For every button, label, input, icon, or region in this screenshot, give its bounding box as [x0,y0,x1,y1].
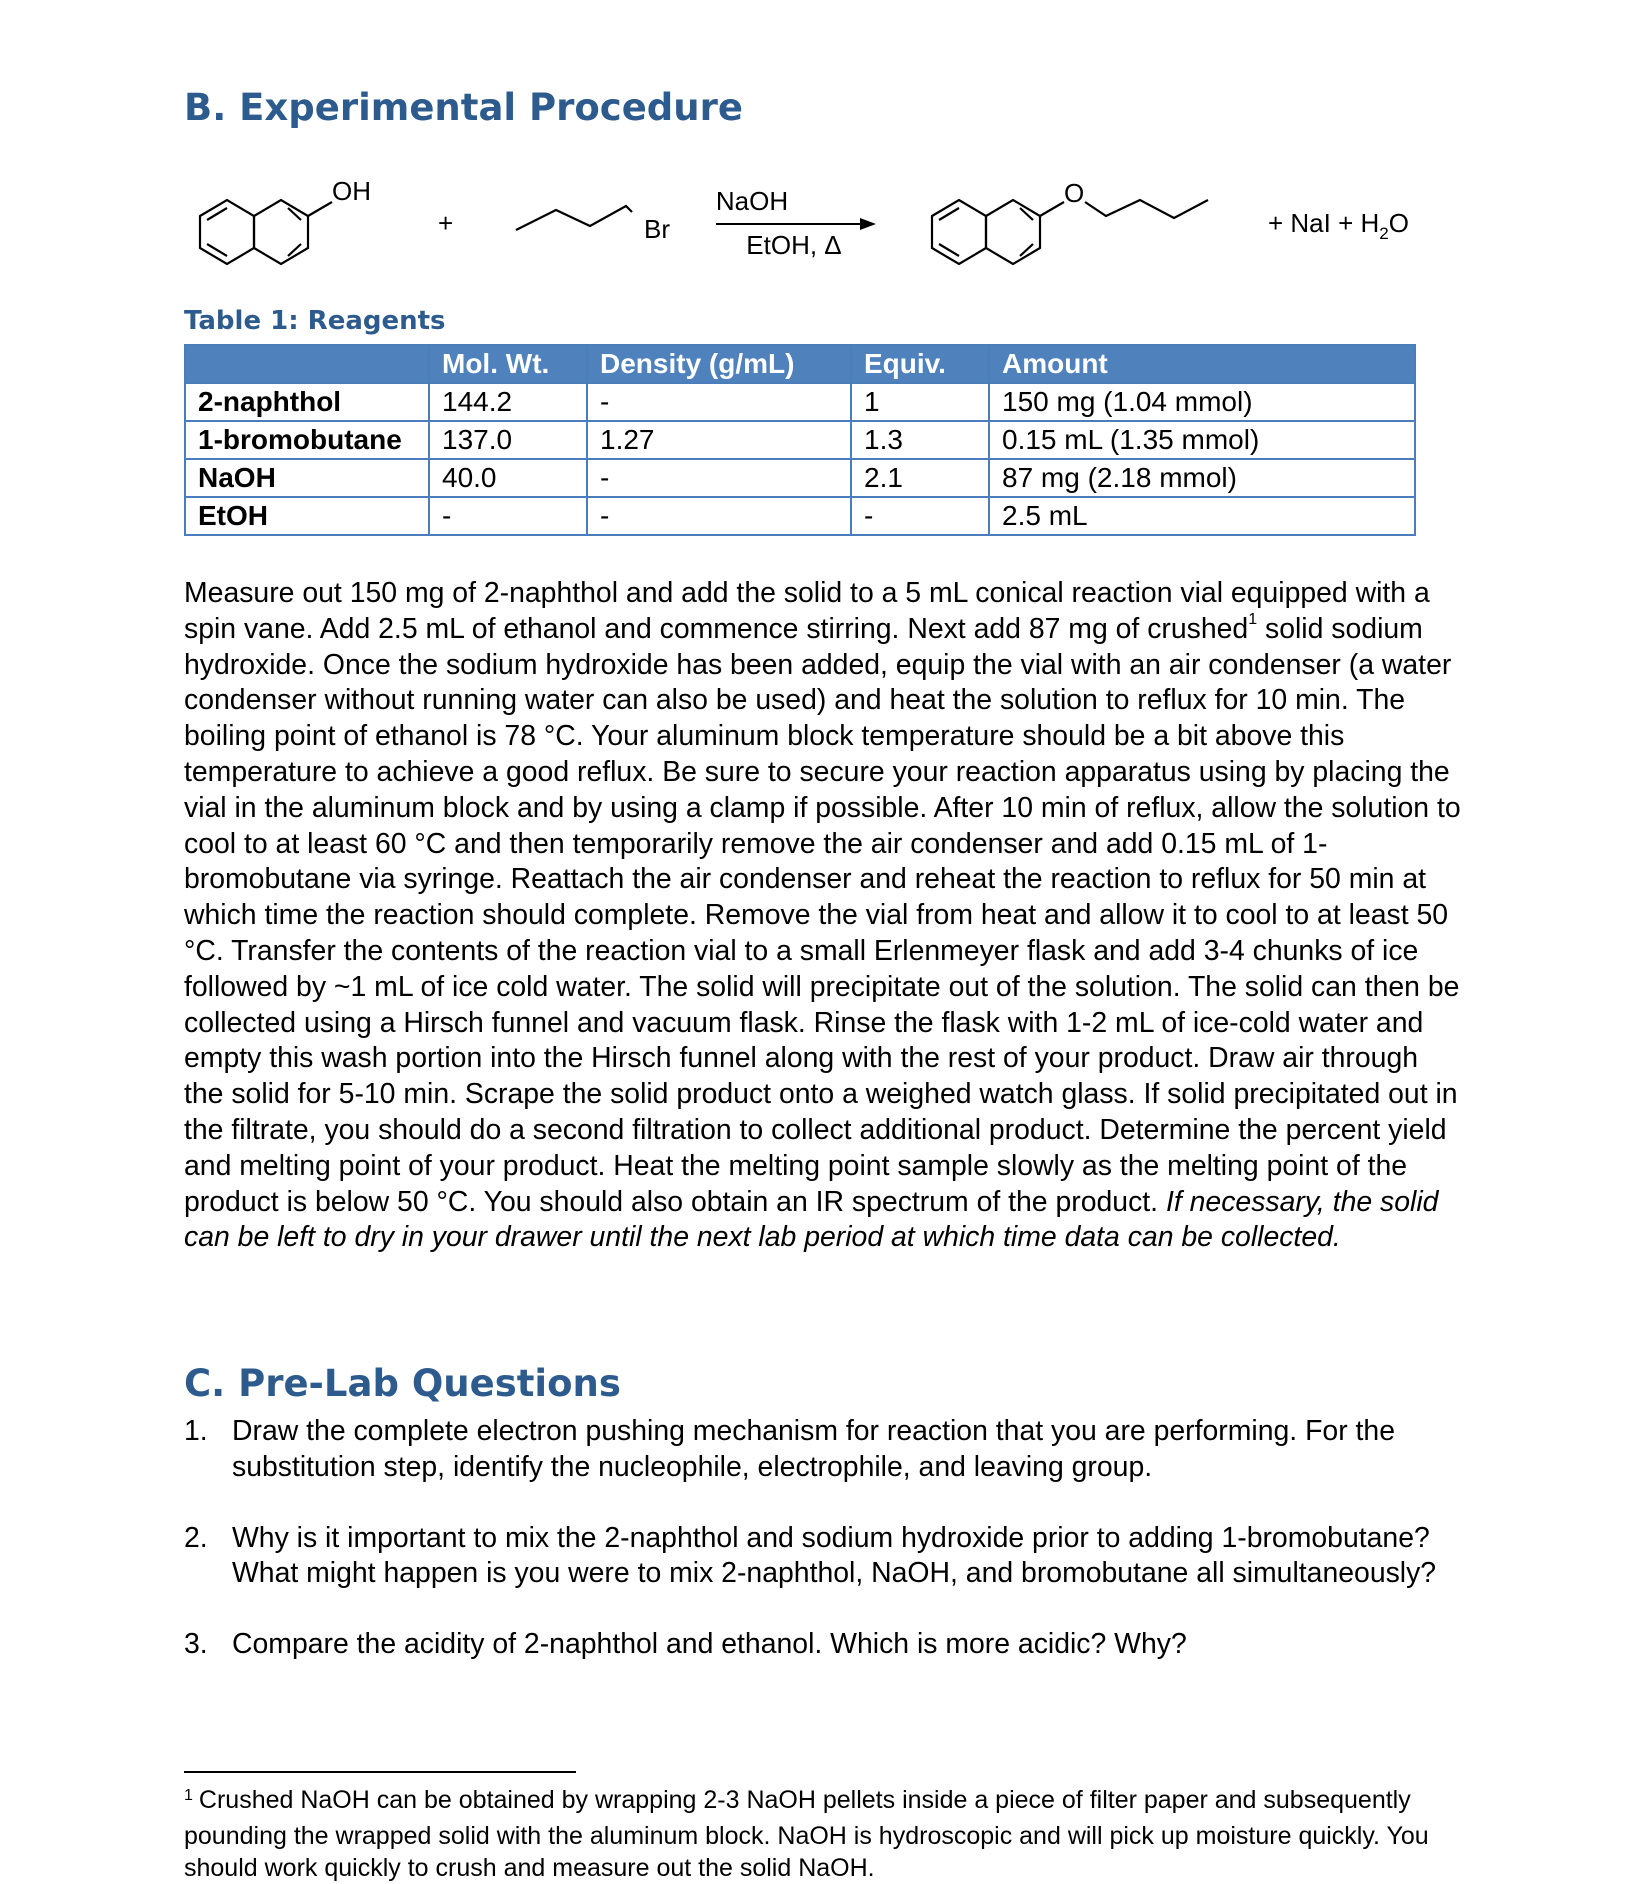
footnote-mark: 1 [184,1787,193,1804]
table-header-row [185,345,1415,383]
mol-wt-cell: 144.2 [429,383,587,421]
mol-wt-cell: 40.0 [429,459,587,497]
question-number: 3. [184,1628,208,1661]
section-b-heading: B. Experimental Procedure [184,86,743,129]
footnote-reference: 1 [1248,611,1258,629]
naphthol-structure [200,200,332,264]
mol-wt-cell: - [429,497,587,535]
footnote [184,1784,1484,1884]
procedure-paragraph [184,576,1464,1256]
equiv-cell: 1.3 [851,421,989,459]
header-cell [185,345,429,383]
naphthyl-ether-structure [932,200,1208,264]
bromine-label: Br [644,214,670,244]
plus-sign: + [438,208,454,238]
table-row [185,421,1415,459]
equiv-cell: 2.1 [851,459,989,497]
byproducts-subscript: 2 [1379,224,1389,243]
density-cell: - [587,497,851,535]
question-item [184,1627,1484,1663]
reagent-top: NaOH [715,186,789,216]
reagent-name: 1-bromobutane [185,421,429,459]
footnote-divider [184,1771,576,1773]
reagent-name: NaOH [185,459,429,497]
question-text: Compare the acidity of 2-naphthol and ethanol. Which is more acidic? Why? [232,1628,1187,1661]
mol-wt-cell: 137.0 [429,421,587,459]
table-row [185,497,1415,535]
equiv-cell: 1 [851,383,989,421]
question-text: Why is it important to mix the 2-naphthol and sodium hydroxide prior to adding 1-bromobutane? What might happen is you were to mix 2-naphthol, NaOH, and bromobutane all simultaneously? [232,1521,1437,1590]
header-cell: Density (g/mL) [587,345,851,383]
procedure-text-2: solid sodium hydroxide. Once the sodium hydroxide has been added, equip the vial with an air condenser (a water condenser without running water can also be used) and heat the solution to reflux for 10 min. The boiling point of ethanol is 78 °C. Your aluminum block temperature should be a bit above this temperature to achieve a good reflux. Be sure to secure your reaction apparatus using by placing the vial in the aluminum block and by using a clamp if possible. After 10 min of reflux, allow the solution to cool to at least 60 °C and then temporarily remove the air condenser and add 0.15 mL of 1-bromobutane via syringe. Reattach the air condenser and reheat the reaction to reflux for 50 min at which time the reaction should complete. Remove the vial from heat and allow it to cool to at least 50 °C. Transfer the contents of the reaction vial to a small Erlenmeyer flask and add 3-4 chunks of ice followed by ~1 mL of ice cold water. The solid will precipitate out of the solution. The solid can then be collected using a Hirsch funnel and vacuum flask. Rinse the flask with 1-2 mL of ice-cold water and empty this wash portion into the Hirsch funnel along with the rest of your product. Draw air through the solid for 5-10 min. Scrape the solid product onto a weighed watch glass. If solid precipitated out in the filtrate, you should do a second filtration to collect additional product. Determine the percent yield and melting point of your product. Heat the melting point sample slowly as the melting point of the product is below 50 °C. You should also obtain an IR spectrum of the product. [184,612,1461,1218]
question-item [184,1414,1484,1486]
table-row [185,459,1415,497]
procedure-text-1: Measure out 150 mg of 2-naphthol and add the solid to a 5 mL conical reaction vial equipped with a spin vane. Add 2.5 mL of ethanol and commence stirring. Next add 87 mg of crushed [184,577,1430,645]
density-cell: - [587,383,851,421]
amount-cell: 0.15 mL (1.35 mmol) [989,421,1415,459]
prelab-questions [184,1414,1484,1663]
arrow-head-icon [860,218,876,230]
question-number: 2. [184,1521,208,1554]
footnote-text: Crushed NaOH can be obtained by wrapping 2-3 NaOH pellets inside a piece of filter paper and subsequently pounding the wrapped solid with the aluminum block. NaOH is hydroscopic and will pick up moisture quickly. You should work quickly to crush and measure out the solid NaOH. [184,1786,1429,1882]
header-cell: Equiv. [851,345,989,383]
header-cell: Mol. Wt. [429,345,587,383]
question-item [184,1521,1484,1593]
hydroxyl-label: OH [332,176,371,206]
density-cell: - [587,459,851,497]
equiv-cell: - [851,497,989,535]
bromobutane-chain [516,206,632,230]
procedure-italic-note: If necessary, the solid can be left to dry in your drawer until the next lab period at which time data can be collected. [184,1185,1439,1254]
reaction-scheme [180,160,1480,280]
amount-cell: 87 mg (2.18 mmol) [989,459,1415,497]
density-cell: 1.27 [587,421,851,459]
reagent-bottom: EtOH, Δ [746,230,842,260]
question-text: Draw the complete electron pushing mechanism for reaction that you are performing. For the substitution step, identify the nucleophile, electrophile, and leaving group. [232,1415,1396,1483]
question-number: 1. [184,1415,208,1447]
amount-cell: 150 mg (1.04 mmol) [989,383,1415,421]
header-cell: Amount [989,345,1415,383]
ether-oxygen-label: O [1064,178,1085,208]
table-row [185,383,1415,421]
table-caption: Table 1: Reagents [184,306,446,336]
amount-cell: 2.5 mL [989,497,1415,535]
byproducts-text: + NaI + H [1268,208,1380,238]
byproducts-end: O [1388,208,1409,238]
reagent-name: EtOH [185,497,429,535]
reagent-name: 2-naphthol [185,383,429,421]
reagents-table [184,344,1416,536]
section-c-heading: C. Pre-Lab Questions [184,1362,621,1405]
byproducts [1268,208,1409,243]
